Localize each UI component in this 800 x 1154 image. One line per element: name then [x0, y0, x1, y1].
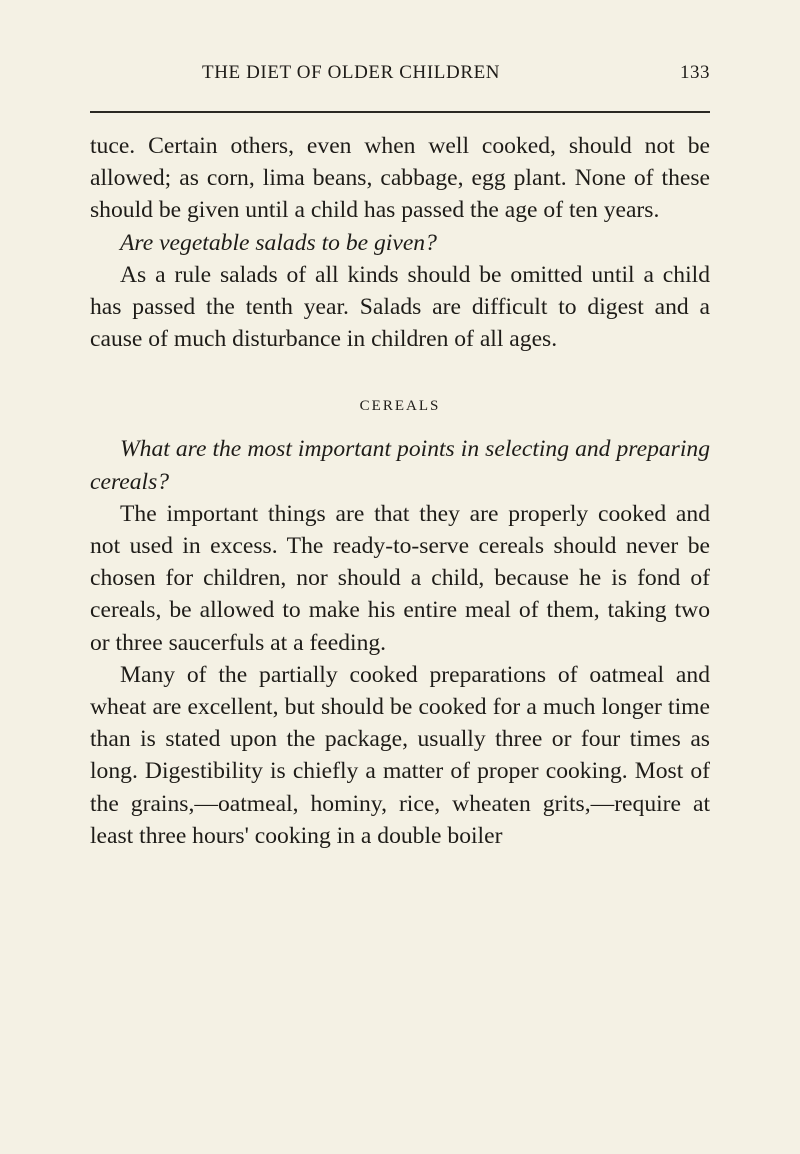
- section-heading-cereals: CEREALS: [359, 398, 441, 415]
- question-vegetable-salads: Are vegetable salads to be given?: [120, 229, 437, 256]
- paragraph-continued: tuce. Certain others, even when well cooked, should not be allowed; as corn, lima beans, cabbage, egg plant. None of these should be given until a child has passed the age of ten years.: [90, 133, 710, 224]
- running-head: THE DIET OF OLDER CHILDREN: [202, 62, 501, 83]
- page-number: 133: [680, 62, 710, 83]
- page-header: [90, 62, 710, 92]
- answer-vegetable-salads: As a rule salads of all kinds should be omitted until a child has passed the tenth year. Salads are difficult to digest and a cause of much disturbance in children of all ages.: [90, 261, 710, 353]
- header-rule: [90, 111, 710, 113]
- paragraph-partially-cooked: Many of the partially cooked preparations of oatmeal and wheat are excellent, but should be cooked for a much longer time than is stated upon the package, usually three or four times as long. Digestibility is chiefly a matter of proper cooking. Most of the grains,—oatmeal, hominy, rice, wheaten grits,—require at least three hours' cooking in a double boiler: [90, 661, 710, 849]
- answer-cereals: The important things are that they are properly cooked and not used in excess. The ready-to-serve cereals should never be chosen for children, nor should a child, because he is fond of cereals, be allowed to make his entire meal of them, taking two or three saucerfuls at a feeding.: [90, 500, 710, 656]
- question-cereals: What are the most important points in selecting and preparing cereals?: [90, 436, 710, 495]
- body-text: [90, 130, 710, 852]
